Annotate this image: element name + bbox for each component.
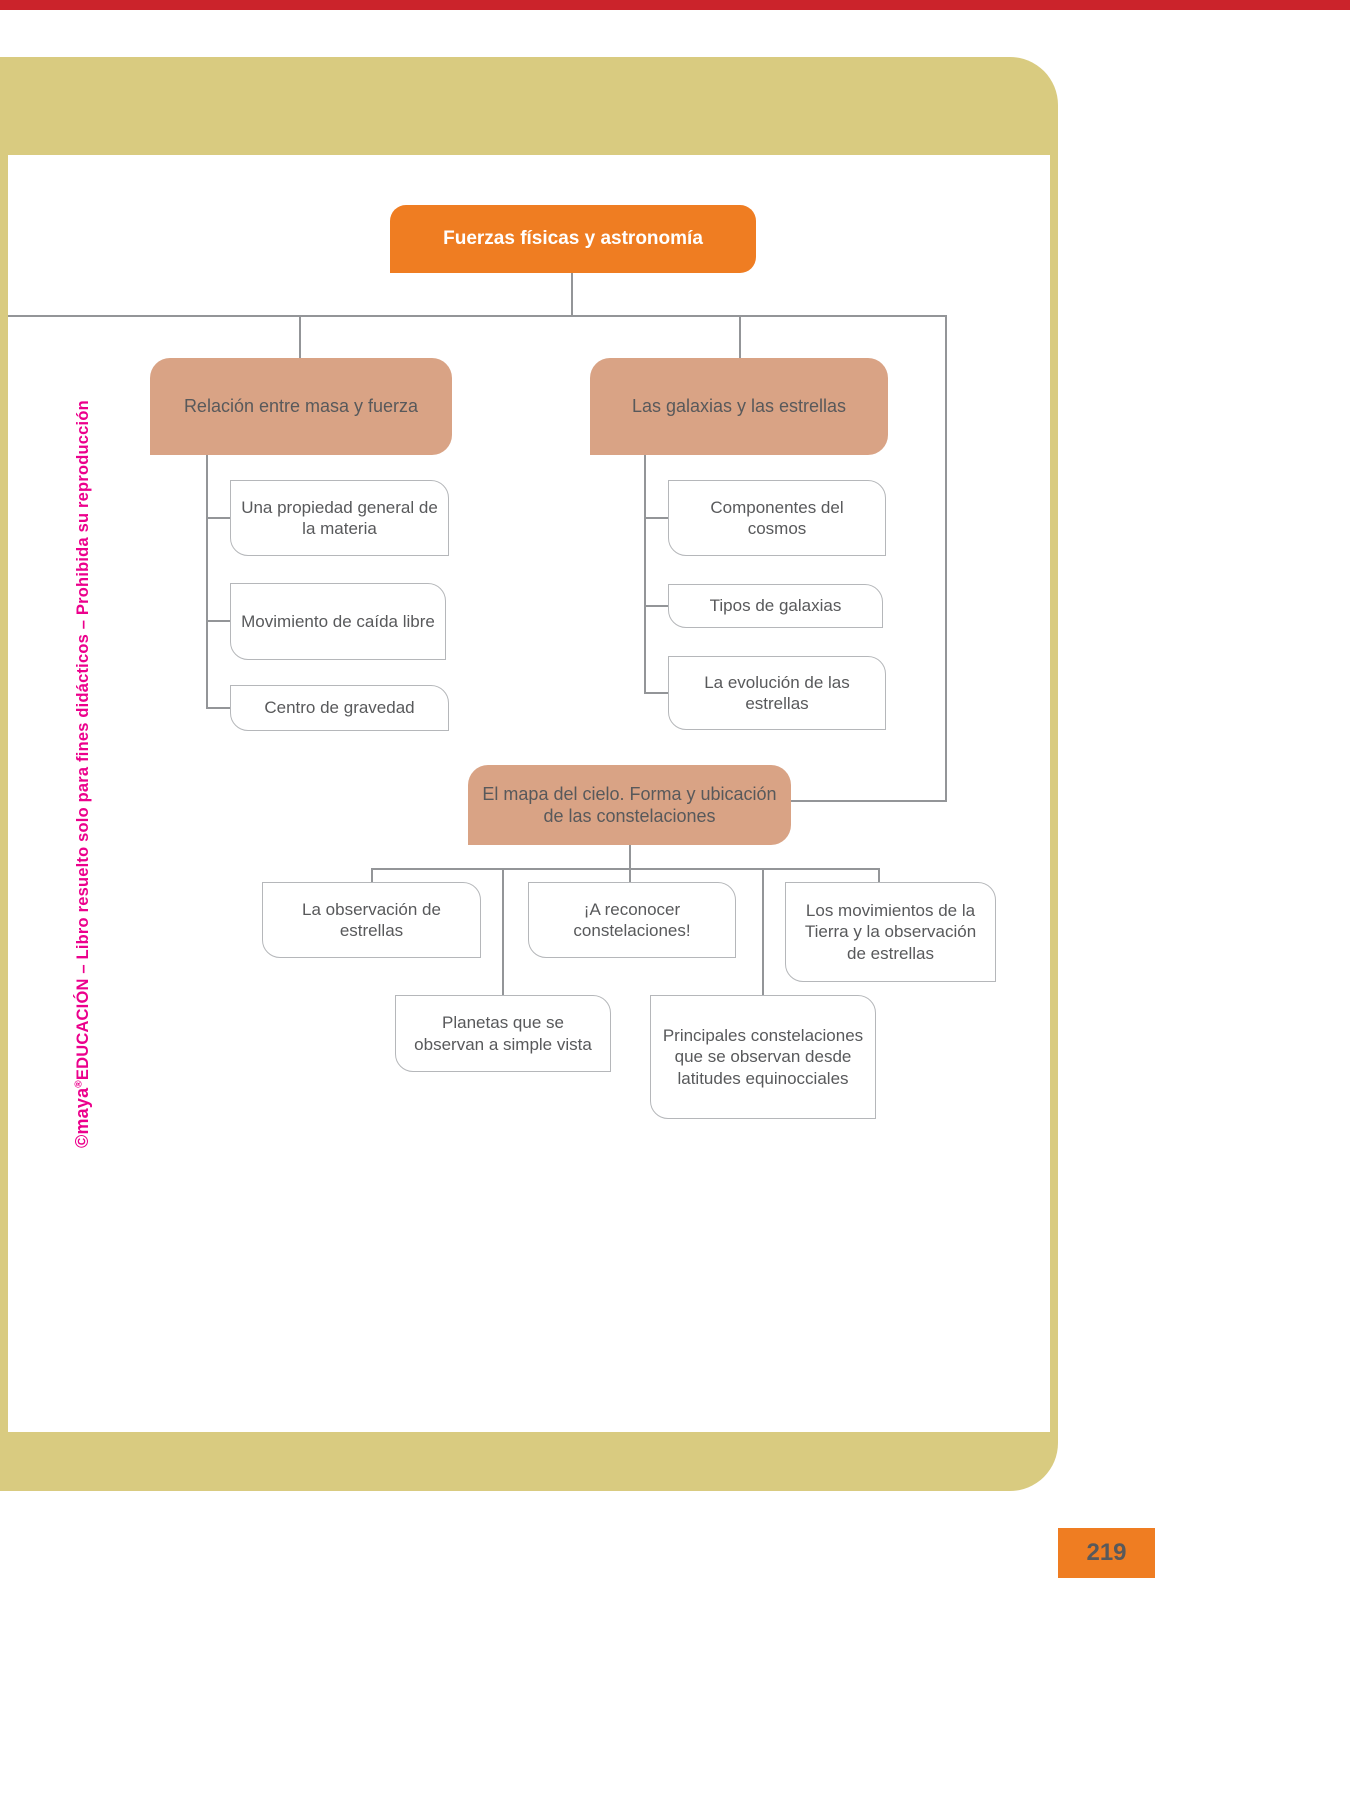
diagram-root-node bbox=[390, 205, 756, 273]
connector-line bbox=[299, 315, 301, 360]
child-node-label: Una propiedad general de la materia bbox=[241, 497, 438, 538]
publisher-logo-text: ©maya bbox=[72, 1087, 92, 1148]
branch-node-mapa-cielo bbox=[468, 765, 791, 845]
branch-node-masa-fuerza bbox=[150, 358, 452, 455]
page-number: 219 bbox=[1086, 1539, 1127, 1566]
child-node-label: Los movimientos de la Tierra y la observación de estrellas bbox=[804, 901, 977, 963]
copyright-text: EDUCACIÓN – Libro resuelto solo para fines didácticos – Prohibida su reproducción bbox=[74, 400, 92, 1081]
child-node-label: Tipos de galaxias bbox=[709, 596, 842, 616]
registered-mark: ® bbox=[73, 1080, 85, 1088]
connector-line bbox=[371, 868, 880, 870]
child-node-label: ¡A reconocer constelaciones! bbox=[573, 899, 691, 940]
child-node-label: La observación de estrellas bbox=[302, 899, 441, 940]
connector-line bbox=[644, 692, 670, 694]
connector-line bbox=[502, 868, 504, 997]
child-node-propiedad-materia bbox=[230, 480, 449, 556]
root-node-label: Fuerzas físicas y astronomía bbox=[443, 228, 703, 250]
child-node-observacion-estrellas bbox=[262, 882, 481, 958]
child-node-label: Movimiento de caída libre bbox=[241, 611, 435, 631]
connector-line bbox=[644, 517, 670, 519]
connector-line bbox=[644, 605, 670, 607]
child-node-componentes-cosmos bbox=[668, 480, 886, 556]
connector-line bbox=[206, 455, 208, 709]
child-node-label: La evolución de las estrellas bbox=[704, 672, 850, 713]
child-node-label: Planetas que se observan a simple vista bbox=[414, 1013, 592, 1054]
connector-line bbox=[571, 272, 573, 317]
branch-node-label: Las galaxias y las estrellas bbox=[631, 396, 847, 417]
connector-line bbox=[644, 455, 646, 694]
child-node-tipos-galaxias bbox=[668, 584, 883, 628]
connector-line bbox=[629, 845, 631, 870]
child-node-evolucion-estrellas bbox=[668, 656, 886, 730]
connector-line bbox=[206, 707, 232, 709]
branch-node-label: Relación entre masa y fuerza bbox=[183, 396, 419, 417]
connector-line bbox=[8, 315, 947, 317]
child-node-reconocer-constelaciones bbox=[528, 882, 736, 958]
connector-line bbox=[206, 517, 232, 519]
copyright-sidebar bbox=[72, 400, 93, 1148]
connector-line bbox=[739, 315, 741, 360]
child-node-caida-libre bbox=[230, 583, 446, 660]
connector-line bbox=[790, 800, 947, 802]
branch-node-label: El mapa del cielo. Forma y ubicación de las constelaciones bbox=[482, 783, 777, 826]
child-node-principales-constelaciones bbox=[650, 995, 876, 1119]
child-node-label: Componentes del cosmos bbox=[710, 497, 844, 538]
child-node-movimientos-tierra bbox=[785, 882, 996, 982]
child-node-label: Principales constelaciones que se observan desde latitudes equinocciales bbox=[662, 1026, 864, 1088]
connector-line bbox=[945, 315, 947, 802]
page-number-badge bbox=[1058, 1528, 1155, 1578]
child-node-centro-gravedad bbox=[230, 685, 449, 731]
connector-line bbox=[206, 620, 232, 622]
connector-line bbox=[762, 868, 764, 997]
child-node-planetas-simple-vista bbox=[395, 995, 611, 1072]
branch-node-galaxias-estrellas bbox=[590, 358, 888, 455]
child-node-label: Centro de gravedad bbox=[264, 698, 415, 718]
top-accent-bar bbox=[0, 0, 1350, 10]
